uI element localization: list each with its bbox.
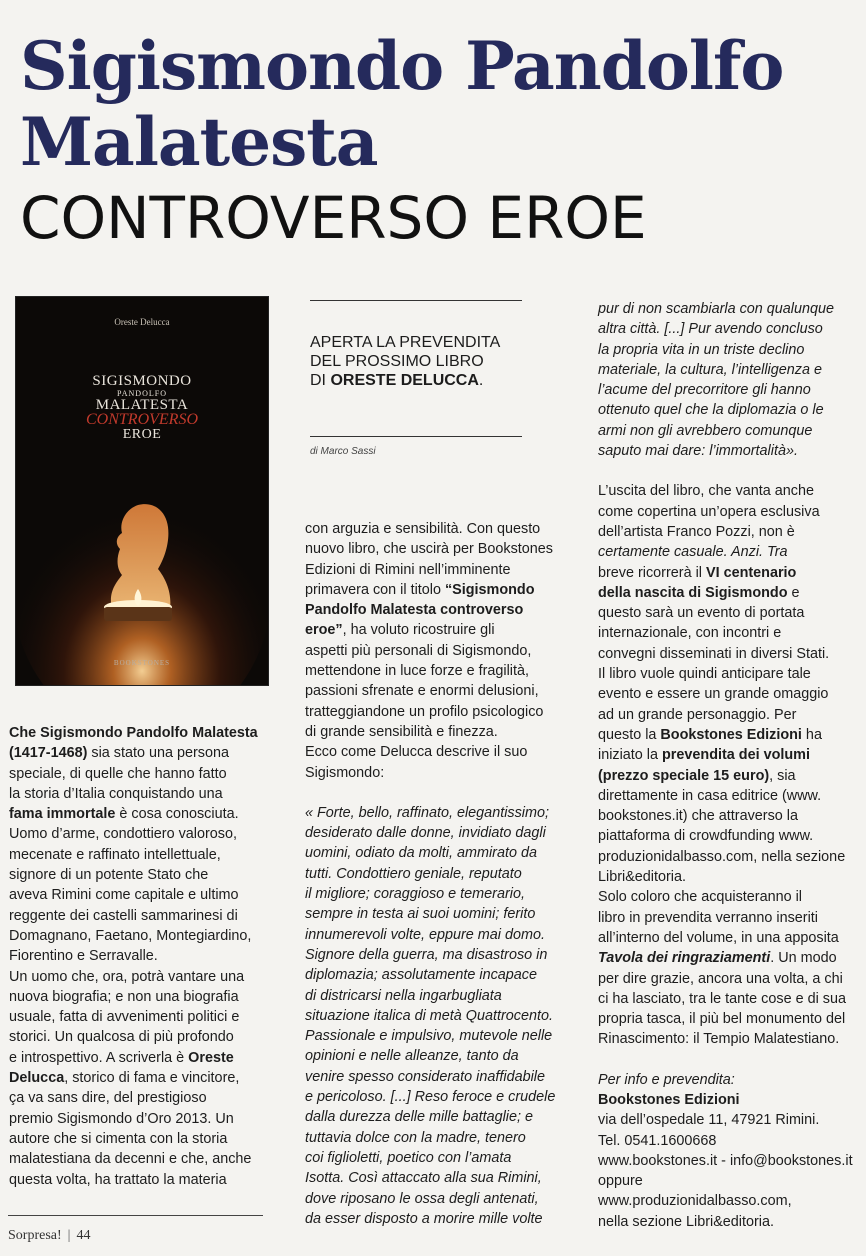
quote-line: diplomazia; assolutamente incapace	[305, 967, 537, 984]
text-bold: (prezzo speciale 15 euro)	[598, 767, 770, 784]
article-column-1	[9, 723, 281, 1190]
text-line: produzionidalbasso.com, nella sezione	[598, 848, 846, 865]
intro-line-2: DEL PROSSIMO LIBRO	[310, 353, 484, 370]
text-bold: (1417-1468)	[9, 745, 88, 762]
intro-block	[310, 333, 550, 390]
text-line: storici. Un qualcosa di più profondo	[9, 1029, 234, 1046]
page-footer	[8, 1228, 90, 1244]
info-web: www.bookstones.it - info@bookstones.it	[598, 1152, 853, 1169]
page-number: 44	[76, 1228, 91, 1243]
text-line: nuova biografia; e non una biografia	[9, 988, 239, 1005]
cover-publisher: BOOKSTONES	[113, 659, 171, 667]
book-cover-image	[16, 297, 268, 685]
text-line: Che Sigismondo Pandolfo Malatesta	[9, 725, 258, 741]
cover-artwork	[16, 297, 268, 685]
text-line: convegni disseminati in diversi Stati.	[598, 645, 830, 662]
text-line: aveva Rimini come capitale e ultimo	[9, 887, 239, 904]
quote-line: armi non gli avrebbero comunque	[598, 422, 813, 439]
magazine-name: Sorpresa!	[8, 1228, 62, 1243]
text-bold: “Sigismondo	[444, 581, 535, 598]
quote-line: ottenuto quel che la diplomazia o le	[598, 402, 824, 419]
text-line: piattaforma di crowdfunding www.	[598, 828, 814, 845]
quote-line: e pericoloso. [...] Reso feroce e crudele	[305, 1089, 556, 1106]
text-bold: Tavola dei ringraziamenti	[598, 950, 771, 967]
text-line: signore di un potente Stato che	[9, 867, 209, 884]
text-bold: Bookstones Edizioni	[660, 726, 802, 743]
article-column-3	[598, 299, 858, 1232]
text-line: e introspettivo. A scriverla è	[9, 1049, 189, 1066]
text-line: questo sarà un evento di portata	[598, 605, 805, 622]
text-line: mettendone in luce forze e fragilità,	[305, 663, 529, 680]
text-bold: della nascita di Sigismondo	[598, 584, 788, 601]
quote-line: situazione italica di metà Quattrocento.	[305, 1007, 553, 1024]
quote-line: opinioni e nelle alleanze, tanto da	[305, 1048, 519, 1065]
text-line: Rinascimento: il Tempio Malatestiano.	[598, 1031, 840, 1048]
text-bold: Pandolfo Malatesta controverso	[305, 602, 524, 619]
quote-line: sempre in testa ai suoi uomini; ferito	[305, 906, 536, 923]
text-line: , ha voluto ricostruire gli	[342, 622, 495, 639]
quote-line: tuttavia dolce con la madre, tenero	[305, 1129, 526, 1146]
text-line: dell’artista Franco Pozzi, non è	[598, 523, 795, 540]
cover-title-5: EROE	[122, 427, 162, 442]
text-line: di grande sensibilità e finezza.	[305, 723, 498, 740]
intro-line-1: APERTA LA PREVENDITA	[310, 334, 501, 351]
footer-separator: |	[67, 1228, 71, 1243]
text-line: per dire grazie, ancora una volta, a chi	[598, 970, 843, 987]
text-line: tratteggiandone un profilo psicologico	[305, 703, 544, 720]
text-line: reggente dei castelli sammarinesi di	[9, 907, 238, 924]
text-line: mecenate e raffinato intellettuale,	[9, 846, 221, 863]
text-line: questo la	[598, 726, 661, 743]
info-or: oppure	[598, 1173, 643, 1190]
intro-suffix: .	[478, 372, 484, 389]
text-line: internazionale, con incontri e	[598, 625, 782, 642]
quote-line: innumerevoli volte, eppure mai domo.	[305, 926, 545, 943]
text-line: come copertina un’opera esclusiva	[598, 503, 820, 520]
article-column-2	[305, 519, 573, 1229]
text-line: Libri&editoria.	[598, 869, 686, 886]
text-line: Un uomo che, ora, potrà vantare una	[9, 968, 245, 985]
text-bold: Delucca	[9, 1070, 65, 1087]
text-line: direttamente in casa editrice (www.	[598, 787, 822, 804]
quote-line: venire spesso considerato inaffidabile	[305, 1068, 545, 1085]
text-line: ça va sans dire, del prestigioso	[9, 1090, 207, 1107]
quote-line: altra città. [...] Pur avendo concluso	[598, 321, 823, 338]
cover-title-3: MALATESTA	[95, 397, 189, 413]
text-line: propria tasca, il più bel monumento del	[598, 1011, 846, 1028]
quote-line: tutti. Condottiero geniale, reputato	[305, 865, 522, 882]
cover-title-1: SIGISMONDO	[92, 373, 192, 389]
text-line: Uomo d’arme, condottiero valoroso,	[9, 826, 237, 843]
info-publisher: Bookstones Edizioni	[598, 1091, 740, 1108]
text-line: malatestiana da decenni e che, anche	[9, 1151, 252, 1168]
byline: di Marco Sassi	[310, 446, 376, 457]
title-line-2: Malatesta	[20, 103, 378, 181]
text-line: Solo coloro che acquisteranno il	[598, 889, 802, 906]
text-line: ad un grande personaggio. Per	[598, 706, 797, 723]
text-line: autore che si cimenta con la storia	[9, 1130, 228, 1147]
footer-divider	[8, 1215, 263, 1216]
intro-prefix: DI	[310, 372, 331, 389]
text-line: . Un modo	[770, 950, 837, 967]
divider-bottom	[310, 436, 522, 437]
quote-line: Isotta. Così attaccato alla sua Rimini,	[305, 1170, 542, 1187]
text-line: L’uscita del libro, che vanta anche	[598, 483, 814, 500]
text-line: breve ricorrerà il	[598, 564, 706, 581]
text-line: bookstones.it) che attraverso la	[598, 808, 798, 825]
text-bold: eroe”	[305, 622, 343, 639]
quote-line: dalla durezza delle mille battaglie; e	[305, 1109, 533, 1126]
quote-line: di districarsi nella ingarbugliata	[305, 987, 502, 1004]
text-line: Ecco come Delucca descrive il suo	[305, 744, 528, 761]
quote-line: Signore della guerra, ma disastroso in	[305, 946, 548, 963]
info-phone: Tel. 0541.1600668	[598, 1132, 717, 1149]
quote-line: desiderato dalle donne, invidiato dagli	[305, 825, 546, 842]
text-bold: prevendita dei volumi	[662, 747, 810, 764]
page-subtitle: CONTROVERSO EROE	[20, 184, 647, 252]
text-line: , storico di fama e vincitore,	[64, 1070, 240, 1087]
title-line-1: Sigismondo Pandolfo	[20, 27, 784, 105]
text-line: speciale, di quelle che hanno fatto	[9, 765, 227, 782]
text-line: la storia d’Italia conquistando una	[9, 785, 223, 802]
quote-line: la propria vita in un triste declino	[598, 341, 805, 358]
text-line: Domagnano, Faetano, Montegiardino,	[9, 927, 252, 944]
intro-line-3	[310, 371, 550, 390]
text-line: iniziato la	[598, 747, 662, 764]
quote-line: materiale, la cultura, l’intelligenza e	[598, 361, 822, 378]
text-line: nuovo libro, che uscirà per Bookstones	[305, 541, 553, 558]
quote-line: l’acume del precorritore gli hanno	[598, 382, 811, 399]
text-line: Edizioni di Rimini nell’imminente	[305, 561, 511, 578]
text-line: primavera con il titolo	[305, 581, 445, 598]
cover-author: Oreste Delucca	[114, 317, 170, 327]
quote-line: pur di non scambiarla con qualunque	[598, 301, 835, 317]
text-line: libro in prevendita verranno inseriti	[598, 909, 818, 926]
quote-line: dove riposano le ossa degli antenati,	[305, 1190, 539, 1207]
text-line: Sigismondo:	[305, 764, 385, 781]
text-line: usuale, fatta di avvenimenti politici e	[9, 1009, 240, 1026]
quote-line: coi figlioletti, poetico con l’amata	[305, 1149, 512, 1166]
quote-line: uomini, odiato da molti, ammirato da	[305, 845, 537, 862]
quote-line: il migliore; coraggioso e temerario,	[305, 886, 525, 903]
text-bold: Oreste	[188, 1049, 234, 1066]
text-line: Fiorentino e Serravalle.	[9, 948, 158, 965]
text-line: evento e essere un grande omaggio	[598, 686, 829, 703]
text-line: passioni sfrenate e enormi delusioni,	[305, 683, 539, 700]
intro-author: ORESTE DELUCCA	[330, 372, 479, 389]
text-line: Il libro vuole quindi anticipare tale	[598, 666, 811, 683]
text-line: aspetti più personali di Sigismondo,	[305, 642, 532, 659]
text-line: con arguzia e sensibilità. Con questo	[305, 521, 541, 537]
text-line: all’interno del volume, in una apposita	[598, 929, 839, 946]
text-bold: VI centenario	[705, 564, 797, 581]
text-line: e	[787, 584, 800, 601]
text-line: premio Sigismondo d’Oro 2013. Un	[9, 1110, 234, 1127]
quote-line: da esser disposto a morire mille volte	[305, 1210, 543, 1227]
cover-title-2: PANDOLFO	[117, 389, 167, 398]
text-line: certamente casuale. Anzi. Tra	[598, 544, 788, 561]
quote-line: Passionale e impulsivo, mutevole nelle	[305, 1028, 553, 1045]
text-line: ci ha lasciato, tra le tante cose e di sua	[598, 990, 846, 1007]
page-title	[20, 28, 850, 180]
info-section: nella sezione Libri&editoria.	[598, 1213, 774, 1230]
text-line: ha	[801, 726, 822, 743]
text-line: questa volta, ha trattato la materia	[9, 1171, 227, 1188]
info-address: via dell’ospedale 11, 47921 Rimini.	[598, 1112, 820, 1129]
info-label: Per info e prevendita:	[598, 1071, 735, 1088]
divider-top	[310, 300, 522, 301]
quote-line: saputo mai dare: l’immortalità».	[598, 443, 798, 460]
text-line: sia stato una persona	[87, 745, 230, 762]
text-line: , sia	[769, 767, 796, 784]
cover-title-4: CONTROVERSO	[86, 411, 198, 428]
quote-line: « Forte, bello, raffinato, elegantissimo;	[305, 804, 549, 821]
text-bold: fama immortale	[9, 806, 116, 823]
info-web-2: www.produzionidalbasso.com,	[598, 1193, 792, 1210]
text-line: è cosa conosciuta.	[115, 806, 239, 823]
